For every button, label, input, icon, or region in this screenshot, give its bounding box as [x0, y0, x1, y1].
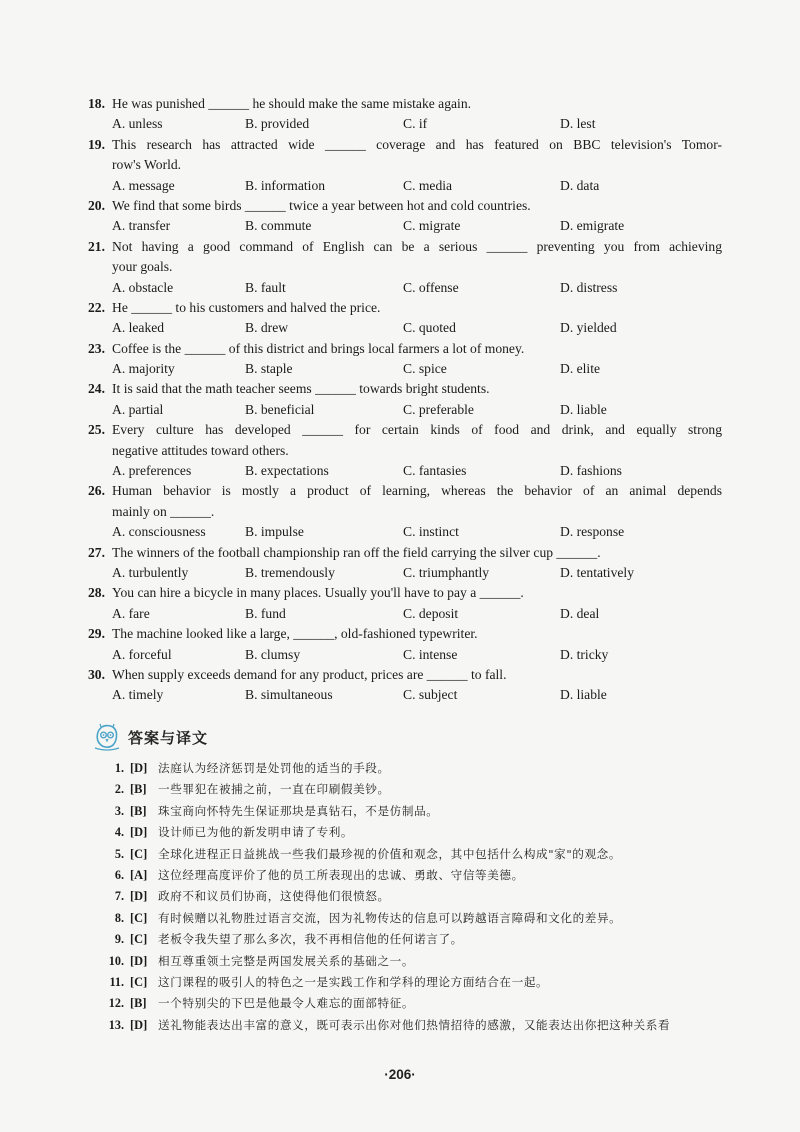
question-number: 26.	[88, 483, 105, 499]
option-c: C. migrate	[403, 218, 461, 234]
answer-number: 10.	[108, 953, 124, 968]
answer-translation: 政府不和议员们协商，这使得他们很愤怒。	[158, 889, 390, 904]
option-a: A. message	[112, 177, 175, 193]
question-text: You can hire a bicycle in many places. Usually you'll have to pay a ______.	[112, 585, 524, 601]
question-line	[88, 94, 722, 114]
option-c: C. deposit	[403, 605, 459, 621]
question-number: 21.	[88, 238, 105, 254]
question-text-continued: negative attitudes toward others.	[112, 442, 289, 458]
question-line	[88, 196, 722, 216]
answer-number: 5.	[114, 846, 124, 861]
option-b: B. fund	[245, 605, 286, 621]
answer-translation: 设计师已为他的新发明申请了专利。	[158, 825, 354, 840]
answer-number: 9.	[114, 932, 124, 947]
option-d: D. liable	[560, 687, 607, 703]
owl-icon	[92, 722, 122, 752]
option-c: C. intense	[403, 646, 458, 662]
option-d: D. tricky	[560, 646, 609, 662]
answer-translation: 一个特别尖的下巴是他最令人难忘的面部特征。	[158, 996, 415, 1011]
answer-key: [D]	[130, 825, 148, 840]
option-c: C. offense	[403, 279, 459, 295]
option-a: A. forceful	[112, 646, 172, 662]
answer-translation: 这位经理高度评价了他的员工所表现出的忠诚、勇敢、守信等美德。	[158, 867, 524, 882]
question-item	[88, 543, 722, 584]
answer-number: 3.	[114, 803, 124, 818]
option-d: D. fashions	[560, 463, 622, 479]
answer-options	[88, 318, 722, 338]
answer-options	[88, 522, 722, 542]
question-text: When supply exceeds demand for any product, prices are ______ to fall.	[112, 666, 507, 682]
option-c: C. subject	[403, 687, 458, 703]
option-c: C. quoted	[403, 320, 456, 336]
answer-key: [D]	[130, 953, 148, 968]
question-number: 20.	[88, 197, 105, 213]
question-text: This research has attracted wide ______ coverage and has featured on BBC television's Tomor-	[112, 136, 722, 152]
option-a: A. preferences	[112, 463, 192, 479]
question-item	[88, 583, 722, 624]
question-item	[88, 379, 722, 420]
option-c: C. fantasies	[403, 463, 467, 479]
question-number: 30.	[88, 666, 105, 682]
option-d: D. elite	[560, 361, 601, 377]
option-b: B. impulse	[245, 524, 304, 540]
answer-options	[88, 563, 722, 583]
question-item	[88, 135, 722, 196]
answer-item	[104, 758, 724, 779]
answer-options	[88, 114, 722, 134]
answer-key: [B]	[130, 996, 147, 1011]
answer-item	[104, 801, 724, 822]
option-a: A. consciousness	[112, 524, 206, 540]
question-line	[88, 481, 722, 501]
answer-options	[88, 461, 722, 481]
answer-number: 8.	[114, 910, 124, 925]
question-text: Every culture has developed ______ for certain kinds of food and drink, and equally strong	[112, 422, 722, 438]
question-line	[88, 665, 722, 685]
answer-options	[88, 604, 722, 624]
answer-translation: 送礼物能表达出丰富的意义，既可表示出你对他们热情招待的感激，又能表达出你把这种关系看	[158, 1017, 671, 1032]
answer-key: [C]	[130, 932, 148, 947]
option-b: B. expectations	[245, 463, 329, 479]
answer-key: [A]	[130, 867, 148, 882]
option-b: B. commute	[245, 218, 312, 234]
question-item	[88, 339, 722, 380]
question-text: The machine looked like a large, ______, old-fashioned typewriter.	[112, 626, 478, 642]
answer-item	[104, 993, 724, 1014]
section-title: 答案与译文	[128, 728, 209, 747]
answer-item	[104, 886, 724, 907]
option-c: C. instinct	[403, 524, 459, 540]
question-text-continued: row's World.	[112, 157, 182, 173]
questions-list	[88, 94, 722, 706]
option-b: B. tremendously	[245, 564, 335, 580]
question-text: Coffee is the ______ of this district and brings local farmers a lot of money.	[112, 340, 525, 356]
option-b: B. provided	[245, 116, 310, 132]
option-c: C. triumphantly	[403, 564, 490, 580]
answer-item	[104, 908, 724, 929]
question-number: 23.	[88, 340, 105, 356]
answer-item	[104, 951, 724, 972]
option-a: A. transfer	[112, 218, 171, 234]
question-number: 28.	[88, 585, 105, 601]
answer-key: [D]	[130, 761, 148, 775]
option-b: B. staple	[245, 361, 293, 377]
answer-options	[88, 645, 722, 665]
answer-number: 12.	[108, 996, 124, 1011]
answer-translation: 法庭认为经济惩罚是处罚他的适当的手段。	[158, 761, 390, 775]
answer-options	[88, 400, 722, 420]
option-d: D. emigrate	[560, 218, 625, 234]
answer-item	[104, 844, 724, 865]
option-d: D. lest	[560, 116, 596, 132]
question-number: 19.	[88, 136, 105, 152]
question-item	[88, 196, 722, 237]
question-item	[88, 298, 722, 339]
question-text: We find that some birds ______ twice a year between hot and cold countries.	[112, 197, 531, 213]
option-a: A. unless	[112, 116, 163, 132]
question-line	[88, 237, 722, 257]
answer-translation: 相互尊重领土完整是两国发展关系的基础之一。	[158, 953, 415, 968]
answer-options	[88, 359, 722, 379]
question-text: Human behavior is mostly a product of learning, whereas the behavior of an animal depends	[112, 483, 722, 499]
question-line	[88, 339, 722, 359]
question-line	[88, 543, 722, 563]
option-b: B. information	[245, 177, 326, 193]
question-line	[88, 420, 722, 440]
option-b: B. simultaneous	[245, 687, 333, 703]
answer-number: 13.	[108, 1017, 124, 1032]
option-c: C. spice	[403, 361, 447, 377]
option-a: A. timely	[112, 687, 164, 703]
answer-item	[104, 822, 724, 843]
option-d: D. tentatively	[560, 564, 634, 580]
option-a: A. fare	[112, 605, 150, 621]
question-text-continued: your goals.	[112, 259, 173, 275]
option-c: C. if	[403, 116, 428, 132]
answer-number: 6.	[114, 867, 124, 882]
option-d: D. data	[560, 177, 600, 193]
question-text: It is said that the math teacher seems ______ towards bright students.	[112, 381, 490, 397]
question-item	[88, 237, 722, 298]
answer-item	[104, 865, 724, 886]
answer-number: 4.	[114, 825, 124, 840]
question-item	[88, 624, 722, 665]
answer-key: [C]	[130, 846, 148, 861]
question-item	[88, 665, 722, 706]
question-number: 22.	[88, 299, 105, 315]
option-a: A. majority	[112, 361, 175, 377]
option-d: D. liable	[560, 401, 607, 417]
question-text-continued: mainly on ______.	[112, 503, 215, 519]
question-text: He was punished ______ he should make the same mistake again.	[112, 96, 472, 111]
answer-key: [D]	[130, 1017, 148, 1032]
answer-options	[88, 685, 722, 705]
answer-key: [C]	[130, 974, 148, 989]
option-d: D. yielded	[560, 320, 617, 336]
question-text: The winners of the football championship ran off the field carrying the silver cup ______.	[112, 544, 601, 560]
question-line	[88, 624, 722, 644]
page-number: ·206·	[384, 1067, 416, 1082]
answer-translation: 有时候赠以礼物胜过语言交流，因为礼物传达的信息可以跨越语言障碍和文化的差异。	[158, 910, 622, 925]
option-b: B. drew	[245, 320, 289, 336]
option-b: B. clumsy	[245, 646, 301, 662]
answer-key: [C]	[130, 910, 148, 925]
question-number: 18.	[88, 96, 105, 111]
question-line	[88, 298, 722, 318]
option-a: A. partial	[112, 401, 164, 417]
answer-number: 11.	[109, 974, 124, 989]
question-number: 24.	[88, 381, 105, 397]
answer-item	[104, 929, 724, 950]
question-line	[88, 135, 722, 155]
question-text: Not having a good command of English can be a serious ______ preventing you from achieving	[112, 238, 722, 254]
option-a: A. turbulently	[112, 564, 189, 580]
answer-number: 7.	[114, 889, 124, 904]
answers-section-header	[92, 720, 208, 754]
question-number: 27.	[88, 544, 105, 560]
answer-item	[104, 1015, 724, 1036]
option-b: B. fault	[245, 279, 286, 295]
question-item	[88, 481, 722, 542]
answer-translation: 这门课程的吸引人的特色之一是实践工作和学科的理论方面结合在一起。	[158, 974, 549, 989]
answer-item	[104, 779, 724, 800]
option-d: D. deal	[560, 605, 600, 621]
answers-list	[104, 758, 724, 1036]
question-number: 25.	[88, 422, 105, 438]
question-text: He ______ to his customers and halved the price.	[112, 299, 381, 315]
option-c: C. preferable	[403, 401, 474, 417]
question-line	[88, 583, 722, 603]
answer-translation: 珠宝商向怀特先生保证那块是真钻石，不是仿制品。	[158, 803, 439, 818]
option-d: D. distress	[560, 279, 618, 295]
answer-options	[88, 216, 722, 236]
option-a: A. leaked	[112, 320, 165, 336]
answer-number: 1.	[114, 761, 124, 775]
answer-translation: 一些罪犯在被捕之前，一直在印刷假美钞。	[158, 782, 390, 797]
option-a: A. obstacle	[112, 279, 174, 295]
answer-key: [B]	[130, 782, 147, 797]
question-number: 29.	[88, 626, 105, 642]
answer-options	[88, 176, 722, 196]
answer-number: 2.	[114, 782, 124, 797]
answer-options	[88, 278, 722, 298]
answer-translation: 全球化进程正日益挑战一些我们最珍视的价值和观念，其中包括什么构成"家"的观念。	[158, 846, 622, 861]
answer-key: [D]	[130, 889, 148, 904]
answer-item	[104, 972, 724, 993]
answer-key: [B]	[130, 803, 147, 818]
option-b: B. beneficial	[245, 401, 315, 417]
question-line	[88, 379, 722, 399]
option-d: D. response	[560, 524, 625, 540]
option-c: C. media	[403, 177, 453, 193]
question-item	[88, 94, 722, 135]
answer-translation: 老板令我失望了那么多次，我不再相信他的任何诺言了。	[158, 932, 463, 947]
question-item	[88, 420, 722, 481]
